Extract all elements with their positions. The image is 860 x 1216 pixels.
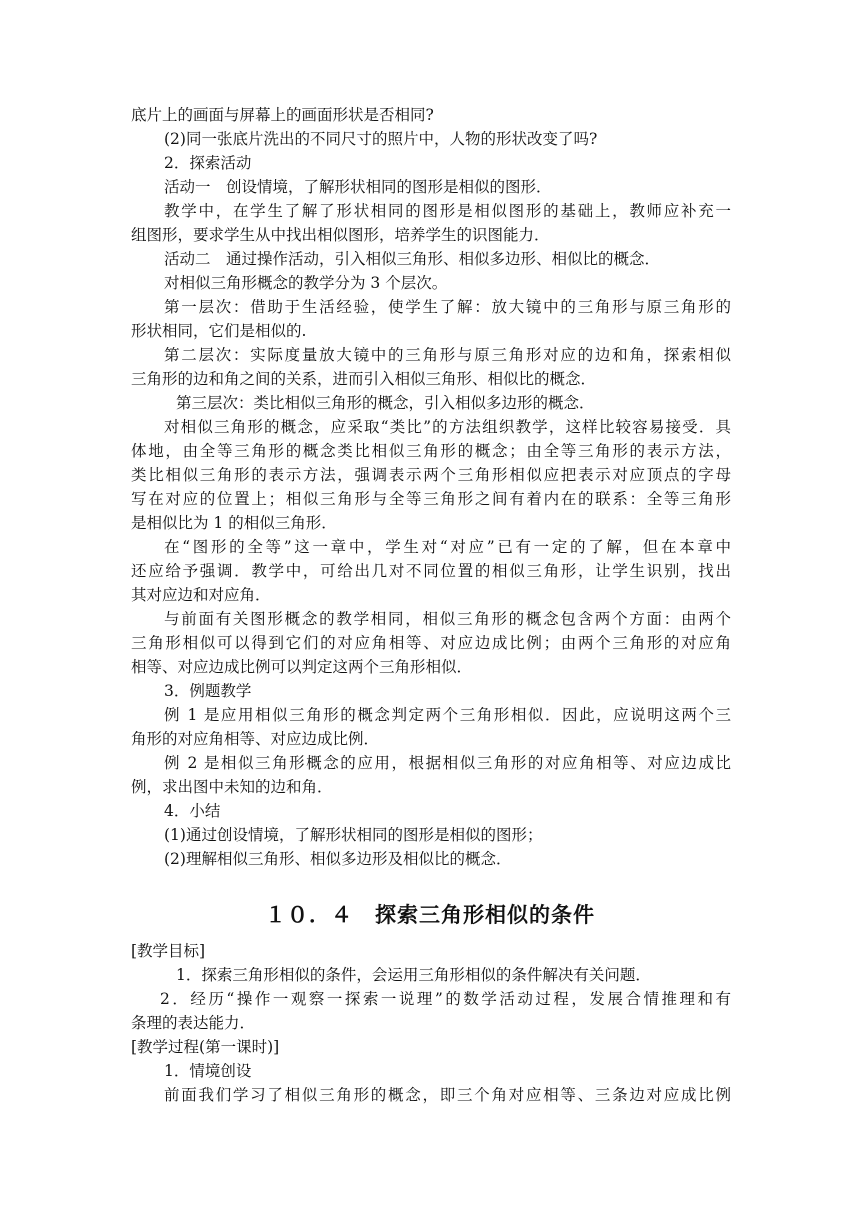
text-line: (2)同一张底片洗出的不同尺寸的照片中，人物的形状改变了吗? [164, 130, 598, 148]
text-line: 1．情境创设 [164, 1062, 252, 1080]
text-line: 例 2 是相似三角形概念的应用，根据相似三角形的对应角相等、对应边成比 [164, 754, 731, 772]
text-line: 组图形，要求学生从中找出相似图形，培养学生的识图能力． [131, 226, 550, 244]
text-line: 三角形的边和角之间的关系，进而引入相似三角形、相似比的概念． [131, 370, 597, 388]
text-line: 与前面有关图形概念的教学相同，相似三角形的概念包含两个方面：由两个 [164, 610, 731, 628]
text-line: 前面我们学习了相似三角形的概念，即三个角对应相等、三条边对应成比例 [164, 1086, 731, 1104]
section-title: １０．４ 探索三角形相似的条件 [265, 903, 595, 927]
text-line: 3．例题教学 [164, 682, 252, 700]
text-line: 例 1 是应用相似三角形的概念判定两个三角形相似．因此，应说明这两个三 [164, 706, 731, 724]
text-line: 条理的表达能力． [131, 1014, 256, 1032]
text-line: 4．小结 [164, 802, 221, 820]
text-line: 三角形相似可以得到它们的对应角相等、对应边成比例；由两个三角形的对应角 [131, 634, 731, 652]
text-line: 第二层次：实际度量放大镜中的三角形与原三角形对应的边和角，探索相似 [164, 346, 731, 364]
text-line: (1)通过创设情境，了解形状相同的图形是相似的图形； [164, 826, 543, 844]
text-line: 形状相同，它们是相似的. [131, 322, 307, 340]
text-line: 在“图形的全等”这一章中，学生对“对应”已有一定的了解，但在本章中 [164, 538, 731, 556]
text-line: 对相似三角形概念的教学分为 3 个层次。 [164, 274, 448, 292]
text-line: [教学目标] [131, 942, 206, 960]
text-line: 类比相似三角形的表示方法，强调表示两个三角形相似应把表示对应顶点的字母 [131, 466, 731, 484]
text-line: 教学中，在学生了解了形状相同的图形是相似图形的基础上，教师应补充一 [164, 202, 731, 220]
text-line: 体地，由全等三角形的概念类比相似三角形的概念；由全等三角形的表示方法， [131, 442, 731, 460]
text-line: (2)理解相似三角形、相似多边形及相似比的概念． [164, 850, 512, 868]
text-line: 活动一 创设情境，了解形状相同的图形是相似的图形． [164, 178, 552, 196]
text-line: [教学过程(第一课时)] [131, 1038, 280, 1056]
text-line: 2．经历“操作一观察一探索一说理”的数学活动过程，发展合情推理和有 [160, 990, 731, 1008]
text-line: 2．探索活动 [164, 154, 252, 172]
text-line: 第三层次：类比相似三角形的概念，引入相似多边形的概念． [176, 394, 595, 412]
text-line: 写在对应的位置上；相似三角形与全等三角形之间有着内在的联系：全等三角形 [131, 490, 731, 508]
text-line: 其对应边和对应角． [131, 586, 271, 604]
text-line: 是相似比为 1 的相似三角形． [131, 514, 337, 532]
text-line: 例，求出图中未知的边和角． [131, 778, 333, 796]
text-line: 活动二 通过操作活动，引入相似三角形、相似多边形、相似比的概念． [164, 250, 661, 268]
text-line: 相等、对应边成比例可以判定这两个三角形相似． [131, 658, 473, 676]
text-line: 角形的对应角相等、对应边成比例． [131, 730, 380, 748]
text-line: 第一层次：借助于生活经验，使学生了解：放大镜中的三角形与原三角形的 [164, 298, 731, 316]
text-line: 对相似三角形的概念，应采取“类比”的方法组织教学，这样比较容易接受．具 [164, 418, 731, 436]
text-line: 还应给予强调．教学中，可给出几对不同位置的相似三角形，让学生识别，找出 [131, 562, 731, 580]
text-line: 1．探索三角形相似的条件，会运用三角形相似的条件解决有关问题． [176, 966, 651, 984]
text-line: 底片上的画面与屏幕上的画面形状是否相同? [131, 106, 434, 124]
